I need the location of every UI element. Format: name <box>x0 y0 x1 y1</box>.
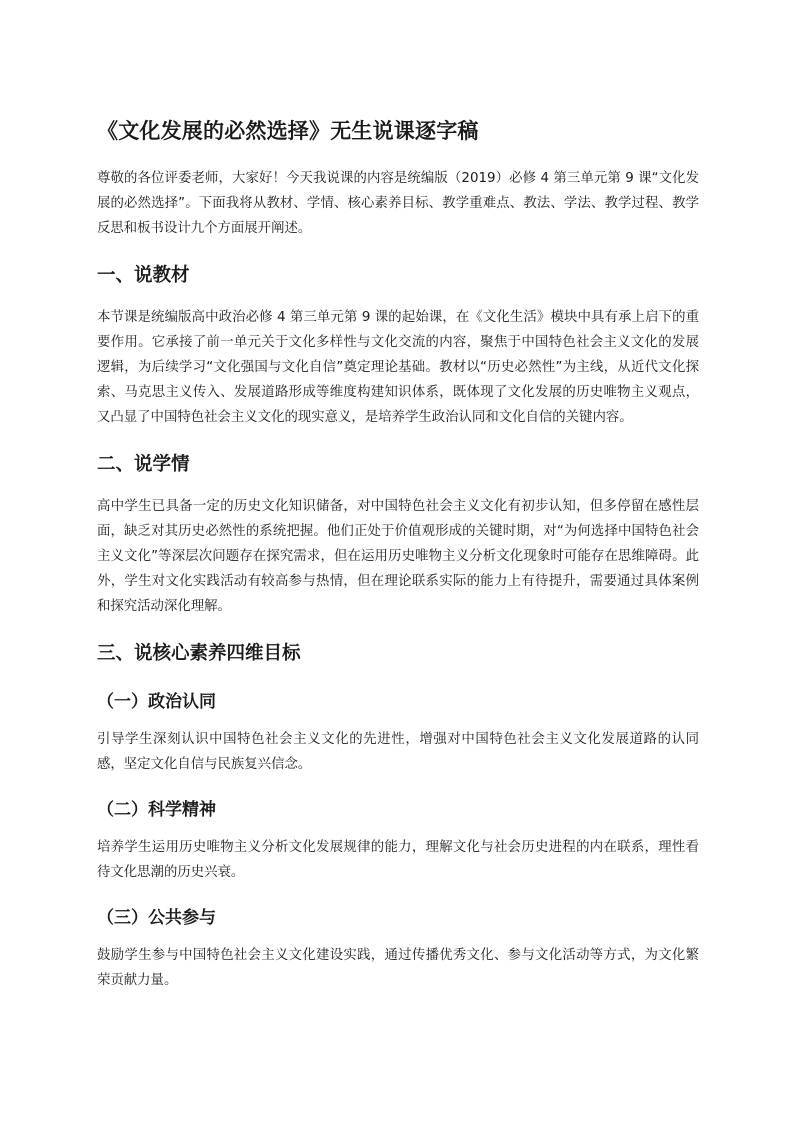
subsection-body-public-participation: 鼓励学生参与中国特色社会主义文化建设实践，通过传播优秀文化、参与文化活动等方式，为文化繁荣贡献力量。 <box>97 948 699 988</box>
document-page <box>97 116 699 993</box>
subsection-body-political-identity: 引导学生深刻认识中国特色社会主义文化的先进性，增强对中国特色社会主义文化发展道路的认同感，坚定文化自信与民族复兴信念。 <box>97 732 699 772</box>
subsection-heading-political-identity: （一）政治认同 <box>97 692 216 712</box>
section-body-students: 高中学生已具备一定的历史文化知识储备，对中国特色社会主义文化有初步认知，但多停留在感性层面，缺乏对其历史必然性的系统把握。他们正处于价值观形成的关键时期，对“为何选择中国特色社会主义文化”等深层次问题存在探究需求，但在运用历史唯物主义分析文化现象时可能存在思维障碍。此外，学生对文化实践活动有较高参与热情，但在理论联系实际的能力上有待提升，需要通过具体案例和探究活动深化理解。 <box>97 499 699 614</box>
subsection-body-scientific-spirit: 培养学生运用历史唯物主义分析文化发展规律的能力，理解文化与社会历史进程的内在联系，理性看待文化思潮的历史兴衰。 <box>97 840 699 880</box>
section-heading-students: 二、说学情 <box>97 454 190 475</box>
subsection-heading-scientific-spirit: （二）科学精神 <box>97 800 216 820</box>
section-heading-goals: 三、说核心素养四维目标 <box>97 643 301 664</box>
intro-paragraph: 尊敬的各位评委老师，大家好！今天我说课的内容是统编版（2019）必修 4 第三单元第 9 课“文化发展的必然选择”。下面我将从教材、学情、核心素养目标、教学重难点、教法、学法、教学过程、教学反思和板书设计九个方面展开阐述。 <box>97 171 699 236</box>
subsection-heading-public-participation: （三）公共参与 <box>97 908 216 928</box>
section-body-textbook: 本节课是统编版高中政治必修 4 第三单元第 9 课的起始课，在《文化生活》模块中具有承上启下的重要作用。它承接了前一单元关于文化多样性与文化交流的内容，聚焦于中国特色社会主义文化的发展逻辑，为后续学习“文化强国与文化自信”奠定理论基础。教材以“历史必然性”为主线，从近代文化探索、马克思主义传入、发展道路形成等维度构建知识体系，既体现了文化发展的历史唯物主义观点，又凸显了中国特色社会主义文化的现实意义，是培养学生政治认同和文化自信的关键内容。 <box>97 310 699 425</box>
section-heading-textbook: 一、说教材 <box>97 265 190 286</box>
document-title: 《文化发展的必然选择》无生说课逐字稿 <box>97 119 479 143</box>
